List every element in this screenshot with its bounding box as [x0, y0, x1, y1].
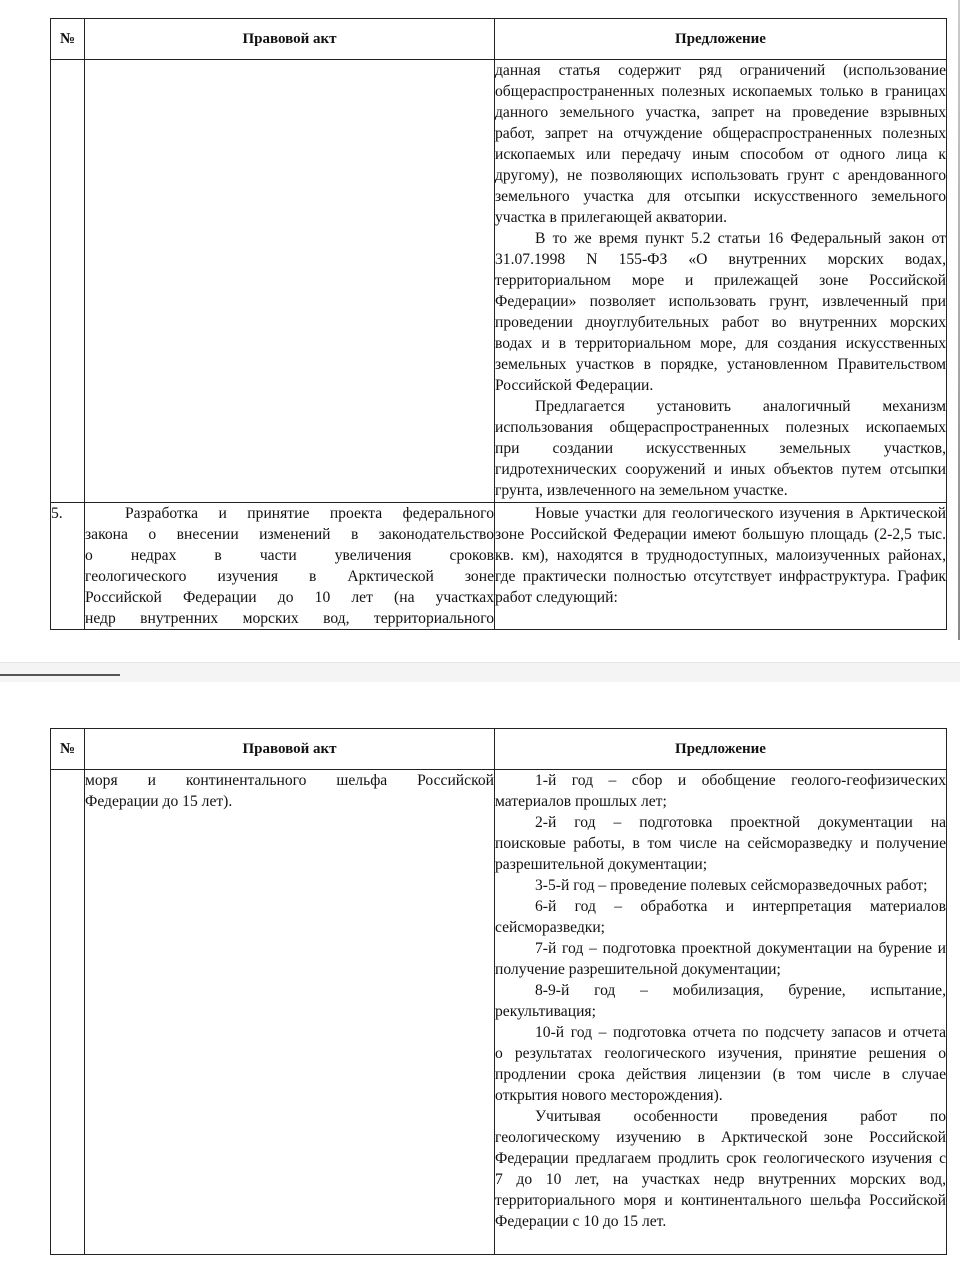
text-line: моря и континентального шельфа Российской: [85, 772, 494, 789]
row-4-proposal-cell: [495, 60, 947, 503]
text-line: при создании искусственных земельных участков,: [495, 440, 946, 457]
text-line: кв. км), находятся в труднодоступных, малоизученных районах,: [495, 547, 946, 564]
schedule-item-year-10: [495, 1022, 946, 1106]
text-line: где практически полностью отсутствует инфраструктура. График: [495, 568, 946, 585]
text-line: 7 до 10 лет, на участках недр внутренних морских вод,: [495, 1171, 946, 1188]
document-page-2: [0, 682, 960, 1280]
row-5-act-cell: [85, 503, 495, 630]
text-line: получение разрешительной документации;: [495, 961, 781, 978]
header-legal-act: Правовой акт: [85, 19, 495, 60]
text-line: грунта, извлеченного на земельном участке.: [495, 482, 788, 499]
row-5-proposal-cell-continued: [495, 770, 947, 1255]
text-line: Федерации предлагаем продлить срок геологического изучения с: [495, 1150, 946, 1167]
text-line: 6-й год – обработка и интерпретация материалов: [535, 898, 946, 915]
schedule-item-year-6: [495, 896, 946, 938]
text-line: Российской Федерации.: [495, 377, 654, 394]
text-line: геологического изучения в Арктической зоне: [85, 568, 494, 585]
text-line: 10-й год – подготовка отчета по подсчету запасов и отчета: [535, 1024, 946, 1041]
text-line: зоне Российской Федерации имеют большую площадь (2-2,5 тыс.: [495, 526, 946, 543]
table-row-4-continuation: [51, 60, 947, 503]
table-header-row: [51, 19, 947, 60]
text-line: Разработка и принятие проекта федерального: [125, 505, 494, 522]
text-line: Федерации с 10 до 15 лет.: [495, 1213, 667, 1230]
text-line: 7-й год – подготовка проектной документации на бурение и: [535, 940, 946, 957]
text-line: работ следующий:: [495, 589, 618, 606]
text-line: Федерации» позволяет использовать грунт, извлеченный при: [495, 293, 946, 310]
row-4-num-cell: [51, 60, 85, 503]
schedule-item-year-7: [495, 938, 946, 980]
text-line: недр внутренних морских вод, территориального: [85, 610, 494, 627]
text-line: Новые участки для геологического изучения в Арктической: [535, 505, 946, 522]
text-line: данного земельного участка, запрет на проведение взрывных: [495, 104, 946, 121]
text-line: данная статья содержит ряд ограничений (использование: [495, 62, 946, 79]
text-line: 3-5-й год – проведение полевых сейсморазведочных работ;: [535, 877, 928, 894]
proposal-conclusion-paragraph: [495, 1106, 946, 1232]
page-separator: [0, 662, 960, 683]
text-line: участка в прилегающей акватории.: [495, 209, 728, 226]
proposals-table-page-2: [50, 728, 947, 1255]
text-line: общераспространенных полезных ископаемых только в границах: [495, 83, 946, 100]
text-line: территориального моря и континентального шельфа Российской: [495, 1192, 946, 1209]
text-line: территориальном море и прилежащей зоне Российской: [495, 272, 946, 289]
header-proposal: Предложение: [495, 729, 947, 770]
text-line: о результатах геологического изучения, принятие решения о: [495, 1045, 946, 1062]
text-line: открытия нового месторождения).: [495, 1087, 723, 1104]
table-row-5-continuation: [51, 770, 947, 1255]
table-row-5: [51, 503, 947, 630]
text-line: рекультивация;: [495, 1003, 596, 1020]
proposals-table-page-1: [50, 18, 947, 630]
header-num: №: [51, 729, 85, 770]
text-line: 31.07.1998 N 155-ФЗ «О внутренних морских водах,: [495, 251, 946, 268]
text-line: Предлагается установить аналогичный механизм: [535, 398, 946, 415]
proposal-paragraph-continuation: [495, 60, 946, 228]
text-line: геологическому изучению в Арктической зоне Российской: [495, 1129, 946, 1146]
text-line: 2-й год – подготовка проектной документации на: [535, 814, 946, 831]
text-line: о недрах в части увеличения сроков: [85, 547, 494, 564]
text-line: материалов прошлых лет;: [495, 793, 667, 810]
text-line: использования общераспространенных полезных ископаемых: [495, 419, 946, 436]
text-line: В то же время пункт 5.2 статьи 16 Федеральный закон от: [535, 230, 946, 247]
text-line: ископаемых или передачу иным способом от одного лица к: [495, 146, 946, 163]
header-proposal: Предложение: [495, 19, 947, 60]
text-line: земельного участка для отсыпки искусственного земельного: [495, 188, 946, 205]
proposal-paragraph-3: [495, 396, 946, 501]
schedule-item-year-2: [495, 812, 946, 875]
schedule-item-year-3-5: [495, 875, 946, 896]
row-5-num-cell-continued: [51, 770, 85, 1255]
text-line: Учитывая особенности проведения работ по: [535, 1108, 946, 1125]
scan-artifact-line: [0, 674, 120, 676]
proposal-paragraph-2: [495, 228, 946, 396]
text-line: поисковые работы, в том числе на сейсморазведку и получение: [495, 835, 946, 852]
table-header-row: [51, 729, 947, 770]
text-line: 1-й год – сбор и обобщение геолого-геофизических: [535, 772, 946, 789]
row-5-num-cell: 5.: [51, 503, 85, 630]
text-line: сейсморазведки;: [495, 919, 606, 936]
text-line: водах и в территориальном море, для создания искусственных: [495, 335, 946, 352]
text-line: гидротехнических сооружений и иных объектов путем отсыпки: [495, 461, 946, 478]
text-line: 8-9-й год – мобилизация, бурение, испытание,: [535, 982, 946, 999]
row-4-act-cell: [85, 60, 495, 503]
text-line: продлении срока действия лицензии (в том числе в случае: [495, 1066, 946, 1083]
text-line: другому), не позволяющих использовать грунт с арендованного: [495, 167, 946, 184]
text-line: Российской Федерации до 10 лет (на участках: [85, 589, 494, 606]
schedule-item-year-8-9: [495, 980, 946, 1022]
text-line: проведении дноуглубительных работ во внутренних морских: [495, 314, 946, 331]
schedule-item-year-1: [495, 770, 946, 812]
text-line: земельных участков в порядке, установленном Правительством: [495, 356, 946, 373]
text-line: работ, запрет на отчуждение общераспространенных полезных: [495, 125, 946, 142]
text-line: закона о внесении изменений в законодательство: [85, 526, 494, 543]
row-5-proposal-cell: [495, 503, 947, 630]
header-num: №: [51, 19, 85, 60]
header-legal-act: Правовой акт: [85, 729, 495, 770]
text-line: разрешительной документации;: [495, 856, 708, 873]
text-line: Федерации до 15 лет).: [85, 793, 233, 810]
row-5-act-cell-continued: [85, 770, 495, 1255]
